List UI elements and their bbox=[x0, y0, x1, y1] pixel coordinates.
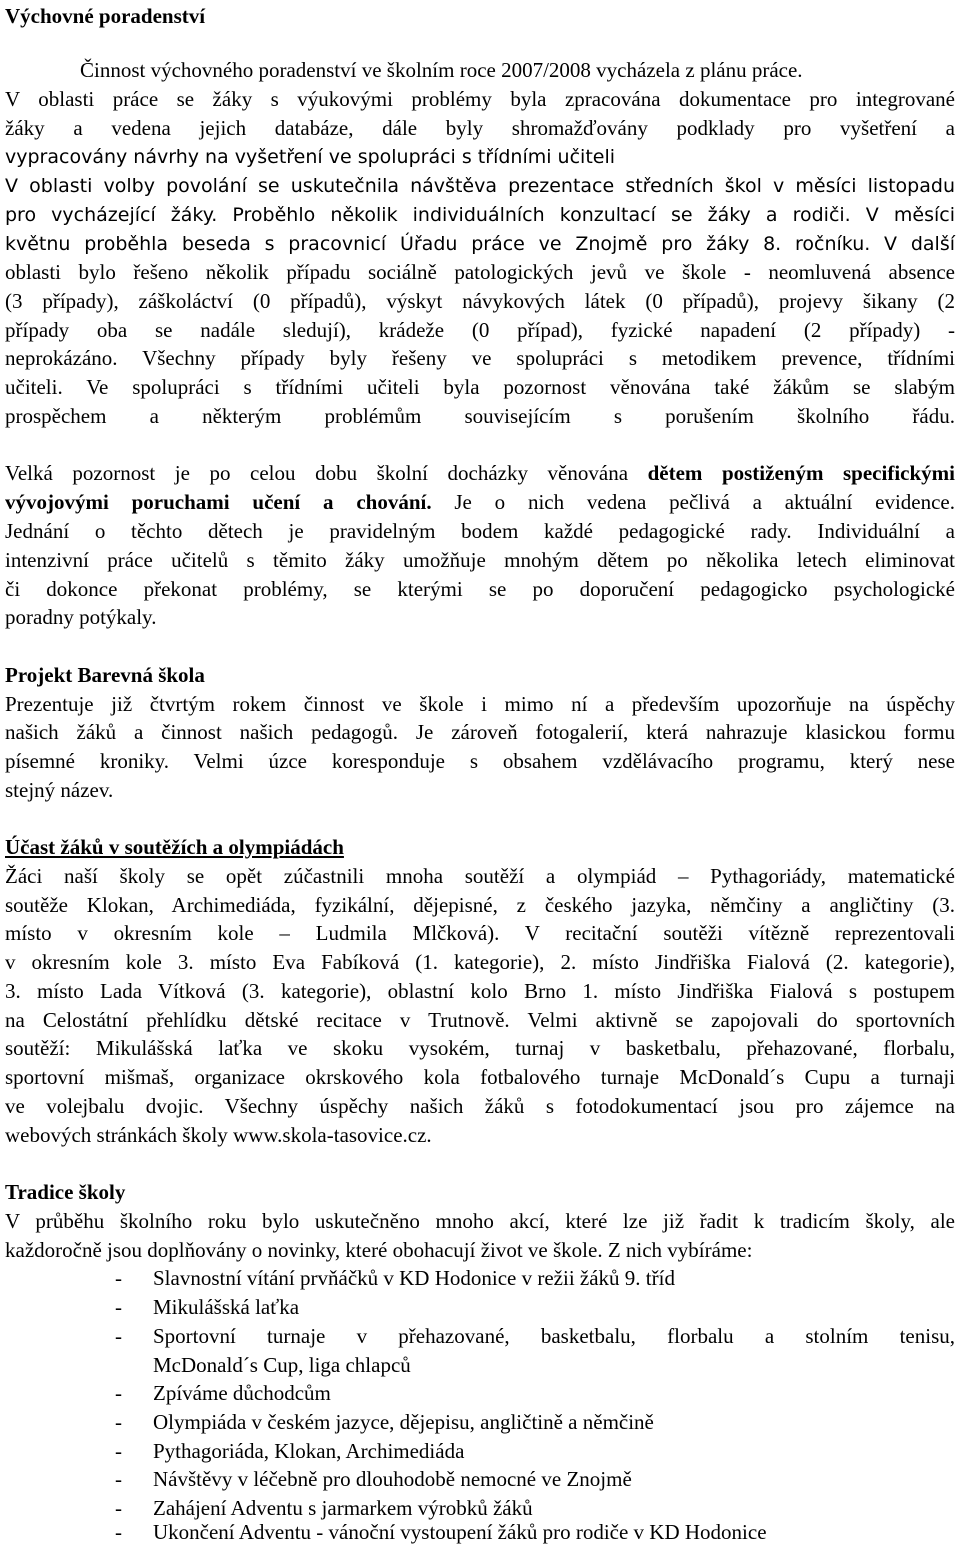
list-item-text: Zpíváme důchodcům bbox=[153, 1381, 331, 1405]
para-line: Činnost výchovného poradenství ve školním roce 2007/2008 vycházela z plánu práce. bbox=[80, 58, 803, 82]
list-dash: - bbox=[115, 1381, 122, 1405]
text-run: McDonald´s Cup, liga chlapců bbox=[153, 1352, 411, 1377]
section-title-souteze: Účast žáků v soutěžích a olympiádách bbox=[5, 835, 344, 859]
list-item bbox=[0, 1408, 960, 1437]
text-run: Je o nich vedena pečlivá a aktuální evidence. bbox=[431, 490, 955, 514]
para-line: pro vycházející žáky. Proběhlo několik individuálních konzultací se žáky a rodiči. V měsíci bbox=[5, 204, 955, 226]
section-title-projekt: Projekt Barevná škola bbox=[5, 663, 205, 687]
list-item bbox=[0, 1518, 960, 1546]
list-item bbox=[0, 1437, 960, 1466]
list-item-text: Pythagoriáda, Klokan, Archimediáda bbox=[153, 1439, 465, 1463]
para-line: žáky a vedena jejich databáze, dále byly shromažďovány podklady pro vyšetření a bbox=[5, 116, 955, 140]
list-item bbox=[0, 1494, 960, 1520]
list-item bbox=[0, 1293, 960, 1322]
para-line: soutěží: Mikulášská laťka ve skoku vysokém, turnaj v basketbalu, přehazované, florbalu, bbox=[5, 1036, 955, 1060]
list-item-text bbox=[153, 1322, 955, 1379]
para-line: poradny potýkaly. bbox=[5, 605, 157, 629]
list-dash: - bbox=[115, 1467, 122, 1491]
para-line: vypracovány návrhy na vyšetření ve spolupráci s třídními učiteli bbox=[5, 146, 616, 168]
para-line: květnu proběhla beseda s pracovnicí Úřadu práce ve Znojmě pro žáky 8. ročníku. V další bbox=[5, 233, 955, 255]
text-run: Velká pozornost je po celou dobu školní docházky věnována bbox=[5, 461, 648, 485]
list-item-text: Zahájení Adventu s jarmarkem výrobků žáků bbox=[153, 1496, 533, 1520]
para-line: Prezentuje již čtvrtým rokem činnost ve škole i mimo ní a především upozorňuje na úspěchy bbox=[5, 692, 955, 716]
list-dash: - bbox=[115, 1410, 122, 1434]
list-item bbox=[0, 1465, 960, 1494]
para-line bbox=[5, 488, 955, 517]
list-dash: - bbox=[115, 1295, 122, 1319]
para-line: učiteli. Ve spolupráci s třídními učiteli byla pozornost věnována také žákům se slabým bbox=[5, 375, 955, 399]
section-title-tradice: Tradice školy bbox=[5, 1180, 126, 1204]
para-line: v okresním kole 3. místo Eva Fabíková (1. kategorie), 2. místo Jindřiška Fialová (2. kategorie), bbox=[5, 950, 955, 974]
list-item bbox=[0, 1264, 960, 1293]
para-line: našich žáků a činnost našich pedagogů. Je zároveň fotogalerií, která nahrazuje klasickou formu bbox=[5, 720, 955, 744]
para-line: soutěže Klokan, Archimediáda, fyzikální, dějepisné, z českého jazyka, němčiny a angličtiny (3. bbox=[5, 893, 955, 917]
list-dash: - bbox=[115, 1439, 122, 1463]
para-line: prospěchem a některým problémům souvisejícím s porušením školního řádu. bbox=[5, 404, 955, 428]
list-dash: - bbox=[115, 1324, 122, 1348]
para-line: Žáci naší školy se opět zúčastnili mnoha soutěží a olympiád – Pythagoriády, matematické bbox=[5, 864, 955, 888]
para-line: (3 případy), záškoláctví (0 případů), výskyt návykových látek (0 případů), projevy šikany (2 bbox=[5, 289, 955, 313]
section-title-vychovne: Výchovné poradenství bbox=[5, 4, 206, 28]
para-line bbox=[5, 459, 955, 488]
emphasis: dětem postiženým specifickými bbox=[647, 461, 955, 485]
para-line: písemné kroniky. Velmi úzce koresponduje s obsahem vzdělávacího programu, který nese bbox=[5, 749, 955, 773]
para-line: V průběhu školního roku bylo uskutečněno mnoho akcí, které lze již řadit k tradicím školy, ale bbox=[5, 1209, 955, 1233]
list-dash: - bbox=[115, 1266, 122, 1290]
list-item-text: Mikulášská laťka bbox=[153, 1295, 300, 1319]
list-item bbox=[0, 1379, 960, 1408]
para-line: webových stránkách školy www.skola-tasovice.cz. bbox=[5, 1123, 432, 1147]
para-line: místo v okresním kole – Ludmila Mlčková). V recitační soutěži vítězně reprezentovali bbox=[5, 921, 955, 945]
para-line: každoročně jsou doplňovány o novinky, které obohacují život ve škole. Z nich vybíráme: bbox=[5, 1238, 753, 1262]
para-line: případy oba se nadále sledují), krádeže (0 případ), fyzické napadení (2 případy) - bbox=[5, 318, 955, 342]
list-dash: - bbox=[115, 1520, 122, 1544]
list-item-text: Ukončení Adventu - vánoční vystoupení žáků pro rodiče v KD Hodonice bbox=[153, 1520, 767, 1544]
text-run: Sportovní turnaje v přehazované, basketbalu, florbalu a stolním tenisu, bbox=[153, 1324, 955, 1348]
para-line: V oblasti práce se žáky s výukovými problémy byla zpracována dokumentace pro integrované bbox=[5, 87, 955, 111]
list-dash: - bbox=[115, 1496, 122, 1520]
para-line: 3. místo Lada Vítková (3. kategorie), oblastní kolo Brno 1. místo Jindřiška Fialová s postupem bbox=[5, 979, 955, 1003]
para-line: neprokázáno. Všechny případy byly řešeny ve spolupráci s metodikem prevence, třídními bbox=[5, 346, 955, 370]
para-line: ve volejbalu dvojic. Všechny úspěchy našich žáků s fotodokumentací jsou pro zájemce na bbox=[5, 1094, 955, 1118]
para-line: stejný název. bbox=[5, 778, 114, 802]
list-item bbox=[0, 1322, 960, 1380]
para-line: Jednání o těchto dětech je pravidelným bodem každé pedagogické rady. Individuální a bbox=[5, 519, 955, 543]
list-item-text: Olympiáda v českém jazyce, dějepisu, angličtině a němčině bbox=[153, 1410, 654, 1434]
para-line: intenzivní práce učitelů s těmito žáky umožňuje mnohým dětem po několika letech eliminovat bbox=[5, 548, 955, 572]
para-line: oblasti bylo řešeno několik případu sociálně patologických jevů ve škole - neomluvená absence bbox=[5, 260, 955, 284]
list-item-text: Návštěvy v léčebně pro dlouhodobě nemocné ve Znojmě bbox=[153, 1467, 632, 1491]
emphasis: vývojovými poruchami učení a chování. bbox=[5, 490, 432, 514]
para-line: či dokonce překonat problémy, se kterými se po doporučení pedagogicko psychologické bbox=[5, 577, 955, 601]
para-line: V oblasti volby povolání se uskutečnila návštěva prezentace středních škol v měsíci listopadu bbox=[5, 175, 955, 197]
para-line: sportovní mišmaš, organizace okrskového kola fotbalového turnaje McDonald´s Cupu a turnaji bbox=[5, 1065, 955, 1089]
para-line: na Celostátní přehlídku dětské recitace v Trutnově. Velmi aktivně se zapojovali do sportovních bbox=[5, 1008, 955, 1032]
list-item-text: Slavnostní vítání prvňáčků v KD Hodonice v režii žáků 9. tříd bbox=[153, 1266, 675, 1290]
